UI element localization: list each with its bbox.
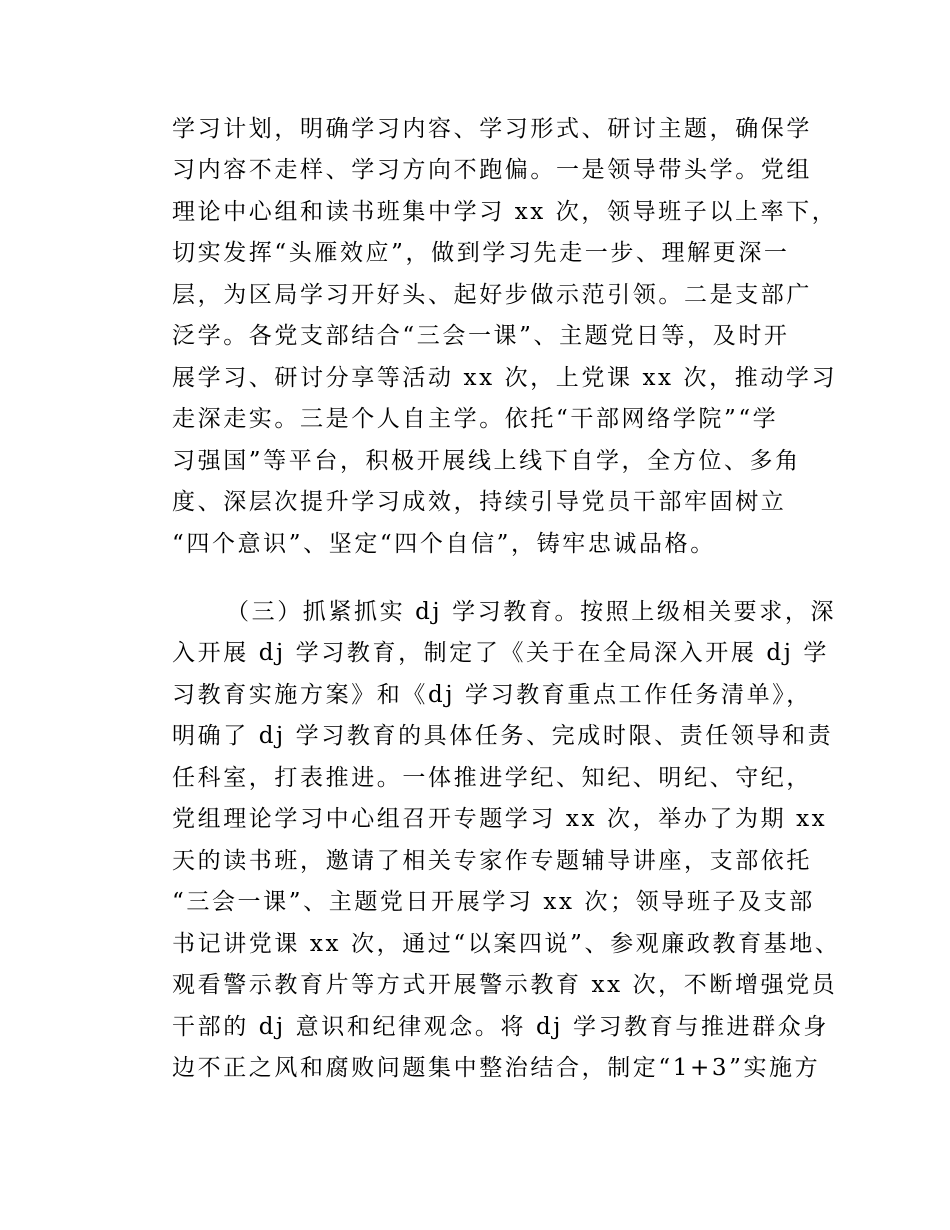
- paragraph-2-line: 边不正之风和腐败问题集中整治结合，制定“1+3”实施方: [172, 1055, 821, 1081]
- paragraph-2-line: 天的读书班，邀请了相关专家作专题辅导讲座，支部依托: [172, 848, 812, 874]
- paragraph-1-line: 展学习、研讨分享等活动 xx 次，上党课 xx 次，推动学习: [172, 365, 838, 391]
- paragraph-1-line: 习强国”等平台，积极开展线上线下自学，全方位、多角: [172, 448, 801, 474]
- paragraph-1-line: 习内容不走样、学习方向不跑偏。一是领导带头学。党组: [172, 157, 812, 183]
- paragraph-1-line: 走深走实。三是个人自主学。依托“干部网络学院”“学: [172, 406, 779, 432]
- paragraph-1-line: 层，为区局学习开好头、起好步做示范引领。二是支部广: [172, 282, 812, 308]
- paragraph-1-line: “四个意识”、坚定“四个自信”，铸牢忠诚品格。: [172, 531, 716, 557]
- paragraph-2-line: 明确了 dj 学习教育的具体任务、完成时限、责任领导和责: [172, 723, 834, 749]
- paragraph-2-line: 入开展 dj 学习教育，制定了《关于在全局深入开展 dj 学: [172, 640, 829, 666]
- paragraph-1-line: 度、深层次提升学习成效，持续引导党员干部牢固树立: [172, 489, 787, 515]
- paragraph-2-line: “三会一课”、主题党日开展学习 xx 次；领导班子及支部: [172, 889, 815, 915]
- paragraph-2-line: 任科室，打表推进。一体推进学纪、知纪、明纪、守纪，: [172, 765, 812, 791]
- paragraph-1-line: 切实发挥“头雁效应”，做到学习先走一步、理解更深一: [172, 240, 790, 266]
- paragraph-2-line: 干部的 dj 意识和纪律观念。将 dj 学习教育与推进群众身: [172, 1014, 829, 1040]
- paragraph-1-line: 理论中心组和读书班集中学习 xx 次，领导班子以上率下，: [172, 199, 838, 225]
- paragraph-2-line: 书记讲党课 xx 次，通过“以案四说”、参观廉政教育基地、: [172, 931, 841, 957]
- paragraph-2-line: 习教育实施方案》和《dj 学习教育重点工作任务清单》，: [172, 682, 812, 708]
- paragraph-2-line: 党组理论学习中心组召开专题学习 xx 次，举办了为期 xx: [172, 806, 828, 832]
- paragraph-2-line: 观看警示教育片等方式开展警示教育 xx 次，不断增强党员: [172, 972, 838, 998]
- paragraph-2-line: （三）抓紧抓实 dj 学习教育。按照上级相关要求，深: [226, 599, 837, 625]
- paragraph-1-line: 泛学。各党支部结合“三会一课”、主题党日等，及时开: [172, 323, 790, 349]
- paragraph-1-line: 学习计划，明确学习内容、学习形式、研讨主题，确保学: [172, 116, 812, 142]
